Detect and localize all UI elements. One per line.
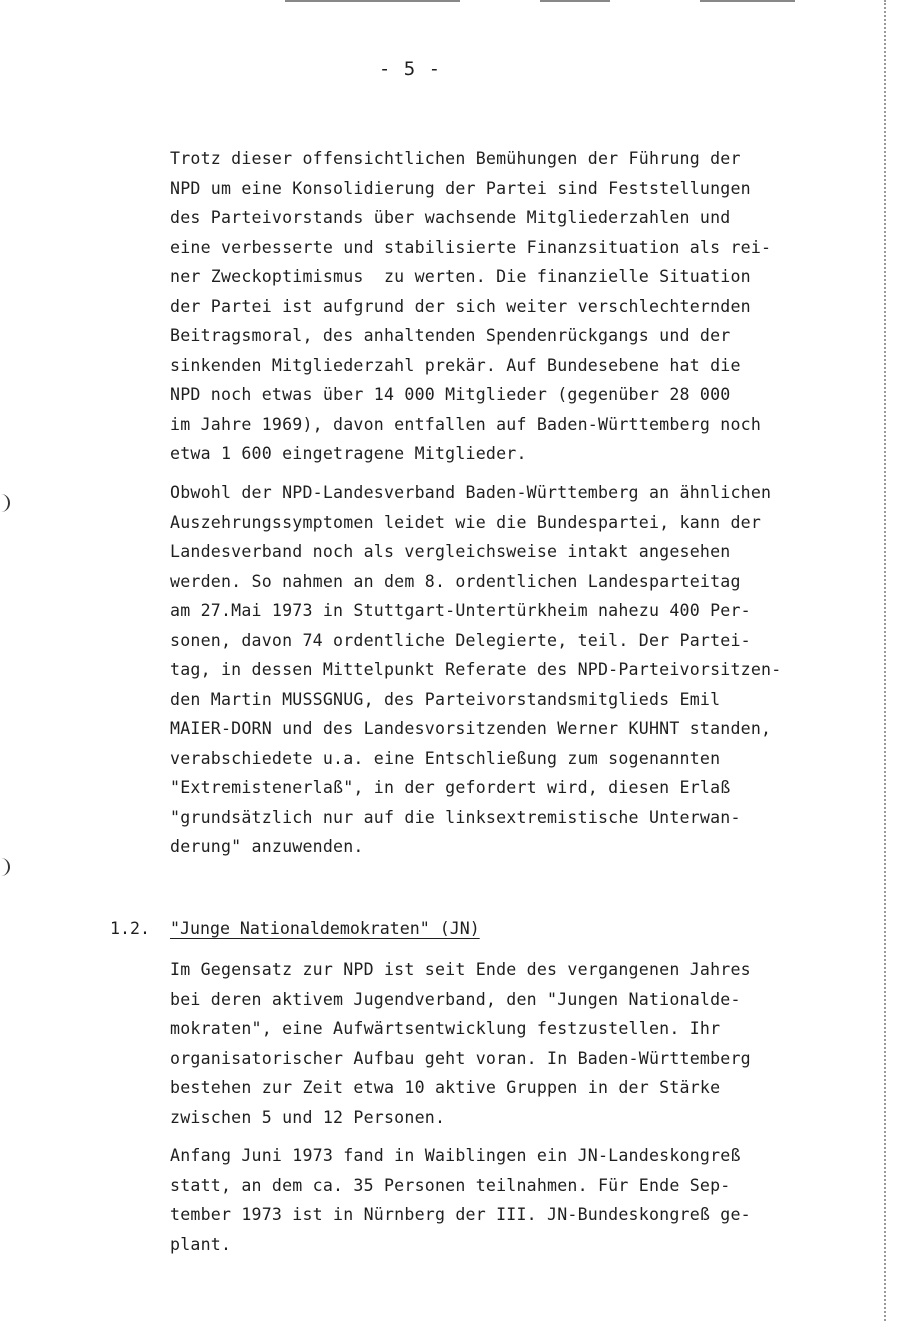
- text-line: des Parteivorstands über wachsende Mitgliederzahlen und: [170, 208, 731, 227]
- text-line: sonen, davon 74 ordentliche Delegierte, teil. Der Partei-: [170, 630, 751, 650]
- text-line: im Jahre 1969), davon entfallen auf Baden-Württemberg noch: [170, 414, 762, 434]
- text-line: Auszehrungssymptomen leidet wie die Bundespartei, kann der: [170, 512, 762, 532]
- text-line: NPD um eine Konsolidierung der Partei sind Feststellungen: [170, 178, 751, 198]
- paragraph-jn-congress: [170, 1141, 860, 1259]
- text-line: organisatorischer Aufbau geht voran. In Baden-Württemberg: [170, 1048, 751, 1068]
- text-line: verabschiedete u.a. eine Entschließung zum sogenannten: [170, 748, 721, 768]
- scan-top-border: [285, 0, 460, 2]
- text-line: "grundsätzlich nur auf die linksextremistische Unterwan-: [170, 807, 741, 827]
- text-line: werden. So nahmen an dem 8. ordentlichen Landesparteitag: [170, 571, 741, 591]
- page-number: - 5 -: [378, 58, 442, 80]
- paragraph-jn-development: [170, 955, 860, 1132]
- text-line: der Partei ist aufgrund der sich weiter verschlechternden: [170, 296, 751, 316]
- text-line: tember 1973 ist in Nürnberg der III. JN-Bundeskongreß ge-: [170, 1205, 751, 1224]
- text-line: zwischen 5 und 12 Personen.: [170, 1107, 446, 1127]
- text-line: plant.: [170, 1234, 232, 1254]
- scan-right-edge: [884, 0, 900, 1321]
- text-line: Im Gegensatz zur NPD ist seit Ende des vergangenen Jahres: [170, 960, 751, 979]
- text-line: Trotz dieser offensichtlichen Bemühungen der Führung der: [170, 149, 741, 168]
- text-line: "Extremistenerlaß", in der gefordert wird, diesen Erlaß: [170, 778, 731, 797]
- text-line: am 27.Mai 1973 in Stuttgart-Untertürkheim nahezu 400 Per-: [170, 601, 751, 620]
- text-line: NPD noch etwas über 14 000 Mitglieder (gegenüber 28 000: [170, 385, 731, 404]
- section-number: 1.2.: [110, 919, 150, 938]
- text-line: bei deren aktivem Jugendverband, den "Jungen Nationalde-: [170, 989, 741, 1009]
- text-line: Beitragsmoral, des anhaltenden Spendenrückgangs und der: [170, 326, 731, 345]
- text-line: eine verbesserte und stabilisierte Finanzsituation als rei-: [170, 237, 772, 257]
- paragraph-npd-consolidation: [170, 144, 860, 469]
- scan-top-border: [700, 0, 795, 2]
- text-line: Obwohl der NPD-Landesverband Baden-Württemberg an ähnlichen: [170, 483, 772, 502]
- punch-hole-mark: [0, 494, 10, 512]
- paragraph-landesverband: [170, 478, 860, 862]
- text-line: derung" anzuwenden.: [170, 837, 364, 856]
- text-line: ner Zweckoptimismus zu werten. Die finanzielle Situation: [170, 267, 751, 286]
- punch-hole-mark: [0, 858, 10, 876]
- text-line: den Martin MUSSGNUG, des Parteivorstandsmitglieds Emil: [170, 689, 721, 709]
- text-line: mokraten", eine Aufwärtsentwicklung festzustellen. Ihr: [170, 1019, 721, 1038]
- text-line: Landesverband noch als vergleichsweise intakt angesehen: [170, 542, 731, 561]
- text-line: tag, in dessen Mittelpunkt Referate des NPD-Parteivorsitzen-: [170, 660, 782, 679]
- section-heading: [110, 914, 480, 943]
- section-title: "Junge Nationaldemokraten" (JN): [170, 919, 480, 938]
- text-line: statt, an dem ca. 35 Personen teilnahmen. Für Ende Sep-: [170, 1175, 731, 1195]
- text-line: Anfang Juni 1973 fand in Waiblingen ein JN-Landeskongreß: [170, 1146, 741, 1165]
- text-line: sinkenden Mitgliederzahl prekär. Auf Bundesebene hat die: [170, 355, 741, 375]
- text-line: etwa 1 600 eingetragene Mitglieder.: [170, 444, 527, 463]
- scan-top-border: [540, 0, 610, 2]
- text-line: MAIER-DORN und des Landesvorsitzenden Werner KUHNT standen,: [170, 719, 772, 738]
- text-line: bestehen zur Zeit etwa 10 aktive Gruppen in der Stärke: [170, 1078, 721, 1097]
